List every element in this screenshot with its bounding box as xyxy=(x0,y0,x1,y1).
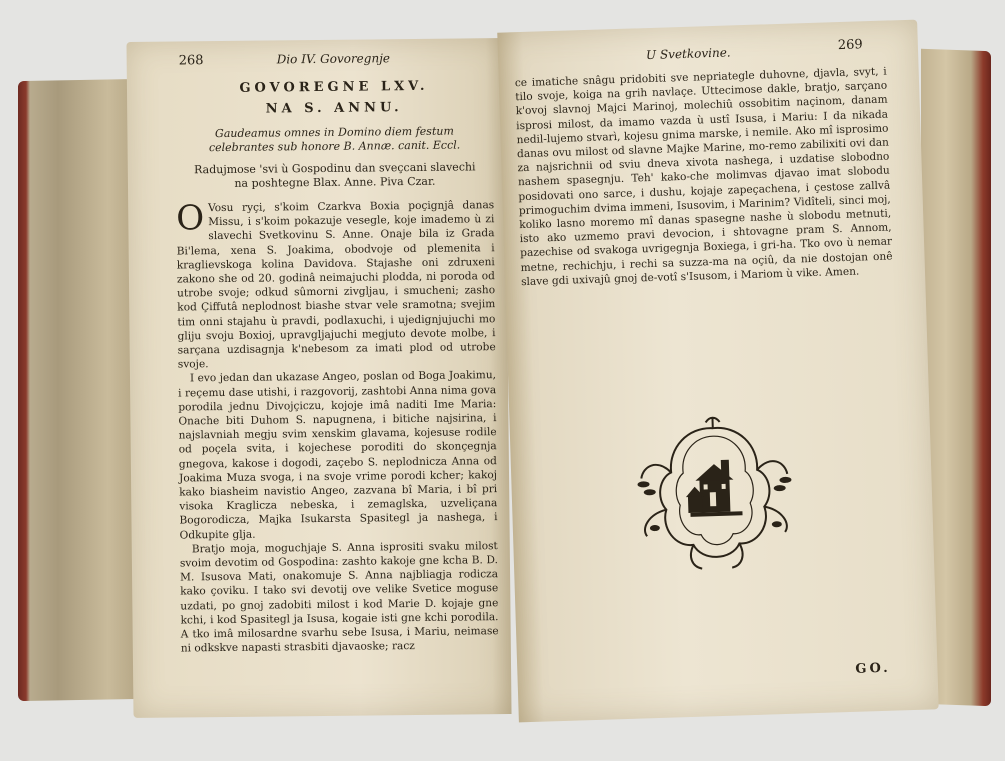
book-page-block-left xyxy=(18,79,138,701)
right-page xyxy=(497,20,938,723)
paragraph-3: Bratjo moja, moguchjaje S. Anna isprositi svaku milost svoim devotim od Gospodina: zashto kakoje gne kcha B. D. M. Isusova Mati, onakomuje S. Anna najbliagja rodicza kako çoviku. I tako svi devotij ove velike Svetice moguse uzdati, po gnoj zadobiti milost i kod Marie D. kojaje gne kchi, i kod Spasitegl ja Isusa, kogaie isti gne kchi porodila. A tko imâ milosardne svarhu sebe Isusa, i Mariu, neimase ni odkskve napasti strasbiti djavaoske; racz xyxy=(179,540,499,655)
left-page xyxy=(126,38,511,718)
catchword: GO. xyxy=(855,660,891,677)
right-body-text: ce imatiche snâgu pridobiti sve nepriategle duhovne, djavla, svyt, i tilo svoje, koiga na grih navlaçe. Uttecimose dakle, bratjo, sarçano k'ovoj slavnoj Majci Marinoj, molechiû ossobitim naçinom, danam isprosi milost, da imamo vazda ù ustî Isusa, i Mariu: I da nikada nedil-lujemo stvarì, kojesu gnima marske, i nemile. Ako mî isprosimo danas ovu milost od slavne Majke Marine, mo-remo zabilixiti ovi dan za najsrichnii od sviu dneva xivota nashega, i uzdatise slobodno nashem spasegnju. Teh' kako-che molimvas djavao imat slobodu posidovati ono sarce, i dushu, kojaje zapeçachena, i çestose zallvâ primoguchim dvima immeni, Isusovim, i Marinim? Vidîteli, sinci moj, koliko lasno moremo mî danas spasegne nashe ù slobodu metnuti, isto ako uzmemo pravi devocion, i shtovagne pram S. Annom, pazechise od svakoga uvrigegnja Boxiega, i gri-ha. Tko ovo ù nemar metne, rechichju, i rechi sa suzza-ma na oçiû, da nie dostojan onê slave gdi uxivajû gnoj de-votî s'Isusom, i Mariom ù vike. Amen. xyxy=(514,65,893,288)
drop-cap: O xyxy=(176,198,205,239)
right-running-head: U Svetkovine. xyxy=(645,45,731,63)
sermon-heading: GOVOREGNE LXV. xyxy=(239,78,429,96)
woodcut-ornament xyxy=(627,414,802,579)
sermon-subheading: NA S. ANNU. xyxy=(265,100,403,117)
right-page-number: 269 xyxy=(837,37,863,54)
paragraph-1: Vosu ryçi, s'koim Czarkva Boxia poçignjâ danas Missu, i s'koim pokazuje vesegle, koje imademo ù zi slavechi Svetkovinu S. Anne. Onaje bila iz Grada Bi'lema, xena S. Joakima, obodvoje od plemenita i kraglievskoga kolina Davidova. Stajashe oni zdruxeni zakono she od 20. godinâ neimajuchi plodda, ni poroda od utrobe svoje; odkud sûmorni zivgljau, i smucheni; zasho kod Çiffutâ neplodnost biashe stvar vele sramotna; svejim tim onni stajahu ù pravdi, podlaxuchi, i ujedignjujuchi mo gliju svoju Boxioj, upravgljajuchi megjuto devote molbe, i sarçana uzdisagnja k'nebesom za imati plod od utrobe svoje. xyxy=(176,199,496,371)
left-page-number: 268 xyxy=(178,53,204,69)
paragraph-2: I evo jedan dan ukazase Angeo, poslan od Boga Joakimu, i reçemu dase utishi, i razgovorij, zashtobi Anna nima gova porodila jednu Divojçiczu, kojoje imâ naditi Ime Maria: Onache biti Duhom S. napugnena, i bitiche najsirina, i najslavniah megju svim xenskim glavama, kojesuse rodile od poçela svita, i kojechese poroditi do skonçegnja gnegova, kakose i dogodi, zaçebo S. neplodnicza Anna od Joakima Muza svoga, i na svoje vrime porodi kcher; kakoj kako biasheim navistio Angeo, zazvana bî Maria, i bî pri visoka Kraglicza nebeska, i zemaglska, uzveliçana Bogorodicza, Majka Isukarsta Spasitegl ja nashega, i Odkupite glja. xyxy=(178,369,498,542)
left-running-head: Dio IV. Govoregnje xyxy=(276,51,391,67)
epigraph-translation: Radujmose 'svi ù Gospodinu dan sveçcani slavechi na poshtegne Blax. Anne. Piva Czar. xyxy=(193,160,476,190)
left-body-text xyxy=(176,198,499,656)
latin-epigraph: Gaudeamus omnes in Domino diem festum celebrantes sub honore B. Annæ. canit. Eccl. xyxy=(208,124,461,155)
